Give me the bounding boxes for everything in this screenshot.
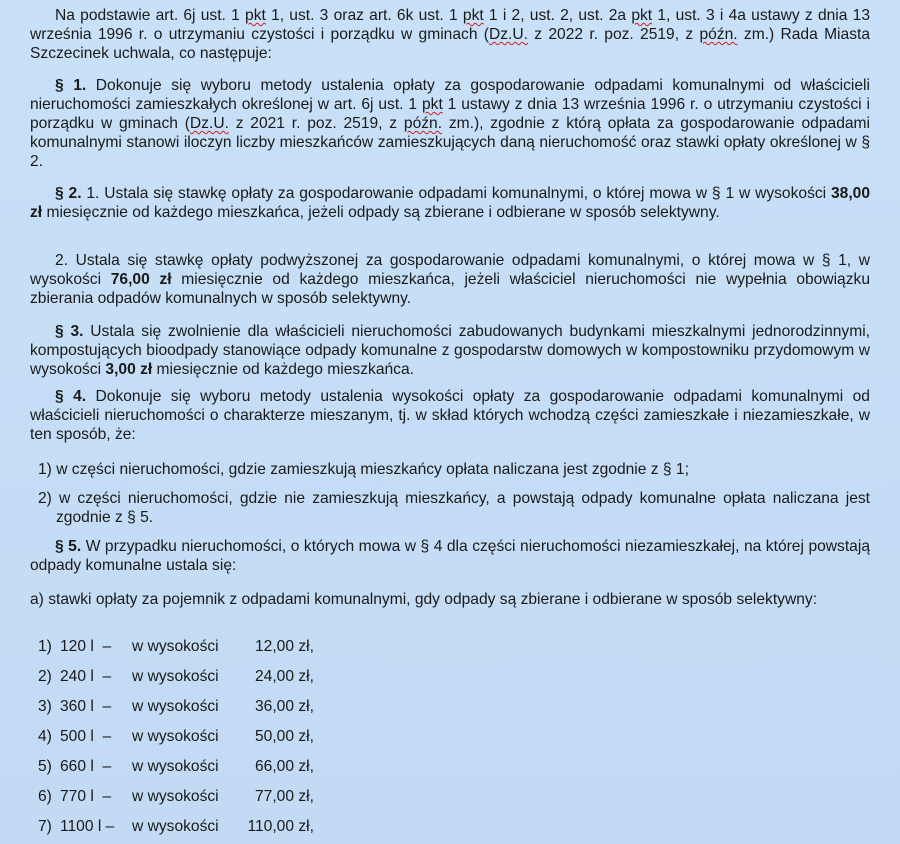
paragraph-1-text-d: zm.), zgodnie z którą opłata za gospodarowanie odpadami komunalnymi stanowi iloczyn liczby mieszkańców zamieszkujących daną nieruchomość oraz stawki opłaty określonej w § 2. bbox=[30, 115, 870, 170]
rate-unit: zł, bbox=[298, 638, 314, 655]
point-a: a) stawki opłaty za pojemnik z odpadami komunalnymi, gdy odpady są zbierane i odbierane w sposób selektywny: bbox=[30, 591, 818, 608]
spellcheck-word-dzu[interactable]: Dz.U. bbox=[488, 26, 528, 43]
rate-number: 3) bbox=[38, 698, 52, 715]
rate-row bbox=[38, 787, 314, 806]
rate-number: 2) bbox=[38, 668, 52, 685]
list-item: 1) w części nieruchomości, gdzie zamieszkują mieszkańcy opłata naliczana jest zgodnie z § 1; bbox=[38, 461, 689, 478]
section-mark-3: § 3. bbox=[55, 323, 84, 340]
paragraph-4-text: Dokonuje się wyboru metody ustalenia wysokości opłaty za gospodarowanie odpadami komunalnymi od właścicieli nieruchomości o charakterze mieszanym, tj. w skład których wchodzą części zamieszkałe i niezamieszkałe, w ten sposób, że: bbox=[30, 388, 870, 443]
rate-number: 5) bbox=[38, 758, 52, 775]
rate-value: 66,00 bbox=[254, 758, 294, 775]
paragraph-1-text-b: 1 ustawy z dnia 13 września 1996 r. o utrzymaniu czystości i porządku w gminach ( bbox=[30, 96, 870, 132]
rate-label: w wysokości bbox=[132, 758, 219, 775]
spellcheck-word-dzu[interactable]: Dz.U. bbox=[189, 115, 229, 132]
rate-row bbox=[38, 637, 314, 656]
preamble-text-e: z 2022 r. poz. 2519, z bbox=[527, 26, 700, 43]
container-size: 360 l – bbox=[60, 698, 112, 715]
paragraph-2-point-1 bbox=[30, 184, 870, 222]
rate-unit: zł, bbox=[298, 758, 314, 775]
paragraph-2-text-b: miesięcznie od każdego mieszkańca, jeżeli odpady są zbierane i odbierane w sposób selektywny. bbox=[42, 204, 720, 221]
spellcheck-word-pozn[interactable]: późn. bbox=[699, 26, 738, 43]
rate-value: 50,00 bbox=[254, 728, 294, 745]
preamble-text-c: 1 i 2, ust. 2, ust. 2a bbox=[483, 7, 632, 24]
container-size: 240 l – bbox=[60, 668, 112, 685]
spellcheck-word-pkt[interactable]: pkt bbox=[631, 7, 653, 24]
paragraph-2-point-2 bbox=[30, 251, 870, 308]
section-mark-2: § 2. bbox=[55, 185, 82, 202]
list-item: 2) w części nieruchomości, gdzie nie zamieszkują mieszkańcy, a powstają odpady komunalne opłata naliczana jest zgodnie z § 5. bbox=[38, 490, 870, 526]
section-mark-4: § 4. bbox=[55, 388, 87, 405]
rate-number: 6) bbox=[38, 788, 52, 805]
container-size: 1100 l – bbox=[60, 818, 115, 835]
paragraph-2-text-a: 1. Ustala się stawkę opłaty za gospodarowanie odpadami komunalnymi, o której mowa w § 1 w wysokości bbox=[81, 185, 831, 202]
rate-value: 36,00 bbox=[254, 698, 294, 715]
increased-rate-amount: 76,00 zł bbox=[110, 271, 172, 288]
paragraph-3-text-a: Ustala się zwolnienie dla właścicieli nieruchomości zabudowanych budynkami mieszkalnymi jednorodzinnymi, kompostujących bioodpady stanowiące odpady komunalne z gospodarstw domowych w kompostowniku przydomowym w wysokości bbox=[30, 323, 870, 378]
rate-number: 1) bbox=[38, 638, 52, 655]
paragraph-3 bbox=[30, 322, 870, 379]
spellcheck-word-pozn[interactable]: późn. bbox=[403, 115, 443, 132]
preamble-text-b: 1, ust. 3 oraz art. 6k ust. 1 bbox=[265, 7, 463, 24]
rate-number: 7) bbox=[38, 818, 52, 835]
rate-unit: zł, bbox=[298, 728, 314, 745]
preamble bbox=[30, 6, 870, 63]
preamble-text-d: 1, ust. 3 i 4a ustawy z dnia 13 września 1996 r. o utrzymaniu czystości i porządku w gminach ( bbox=[30, 7, 871, 43]
rate-label: w wysokości bbox=[132, 638, 219, 655]
paragraph-1-text-a: Dokonuje się wyboru metody ustalenia opłaty za gospodarowanie odpadami komunalnymi od właścicieli nieruchomości zamieszkałych określonej w art. 6j ust. 1 bbox=[30, 77, 870, 113]
section-mark-1: § 1. bbox=[55, 77, 87, 94]
rate-row bbox=[38, 757, 314, 776]
rate-unit: zł, bbox=[298, 698, 314, 715]
paragraph-4 bbox=[30, 387, 870, 444]
preamble-text-a: Na podstawie art. 6j ust. 1 bbox=[55, 7, 246, 24]
spellcheck-word-pkt[interactable]: pkt bbox=[245, 7, 266, 24]
rate-unit: zł, bbox=[298, 668, 314, 685]
container-size: 770 l – bbox=[60, 788, 112, 805]
rate-value: 24,00 bbox=[254, 668, 294, 685]
rate-amount: 38,00 zł bbox=[30, 185, 870, 221]
rate-row bbox=[38, 817, 314, 836]
paragraph-1-text-c: z 2021 r. poz. 2519, z bbox=[228, 115, 404, 132]
rate-unit: zł, bbox=[298, 818, 314, 835]
spellcheck-word-pkt[interactable]: pkt bbox=[462, 7, 484, 24]
rate-value: 110,00 bbox=[247, 818, 294, 835]
rate-value: 77,00 bbox=[254, 788, 294, 805]
paragraph-3-text-b: miesięcznie od każdego mieszkańca. bbox=[152, 361, 414, 378]
rate-row bbox=[38, 697, 314, 716]
rate-label: w wysokości bbox=[132, 698, 219, 715]
rate-label: w wysokości bbox=[132, 788, 219, 805]
preamble-text-f: zm.) Rada Miasta Szczecinek uchwala, co następuje: bbox=[30, 26, 870, 62]
container-size: 500 l – bbox=[60, 728, 112, 745]
rate-label: w wysokości bbox=[132, 728, 219, 745]
paragraph-5-text: W przypadku nieruchomości, o których mowa w § 4 dla części nieruchomości niezamieszkałej, na której powstają odpady komunalne ustala się: bbox=[30, 538, 870, 574]
rate-label: w wysokości bbox=[132, 818, 219, 835]
exemption-amount: 3,00 zł bbox=[105, 361, 153, 378]
container-size: 120 l – bbox=[60, 638, 112, 655]
container-size: 660 l – bbox=[60, 758, 112, 775]
paragraph-1 bbox=[30, 76, 870, 171]
section-mark-5: § 5. bbox=[55, 538, 82, 555]
paragraph-5 bbox=[30, 537, 870, 575]
paragraph-2-point-2-text-a: 2. Ustala się stawkę opłaty podwyższonej za gospodarowanie odpadami komunalnymi, o której mowa w § 1, w wysokości bbox=[30, 252, 870, 288]
rate-label: w wysokości bbox=[132, 668, 219, 685]
rate-row bbox=[38, 727, 314, 746]
spellcheck-word-pkt[interactable]: pkt bbox=[421, 96, 443, 113]
paragraph-2-point-2-text-b: miesięcznie od każdego mieszkańca, jeżeli właściciel nieruchomości nie wypełnia obowiązku zbierania odpadów komunalnych w sposób selektywny. bbox=[30, 271, 870, 307]
rate-number: 4) bbox=[38, 728, 52, 745]
rate-unit: zł, bbox=[298, 788, 314, 805]
rate-value: 12,00 bbox=[254, 638, 294, 655]
rate-row bbox=[38, 667, 314, 686]
